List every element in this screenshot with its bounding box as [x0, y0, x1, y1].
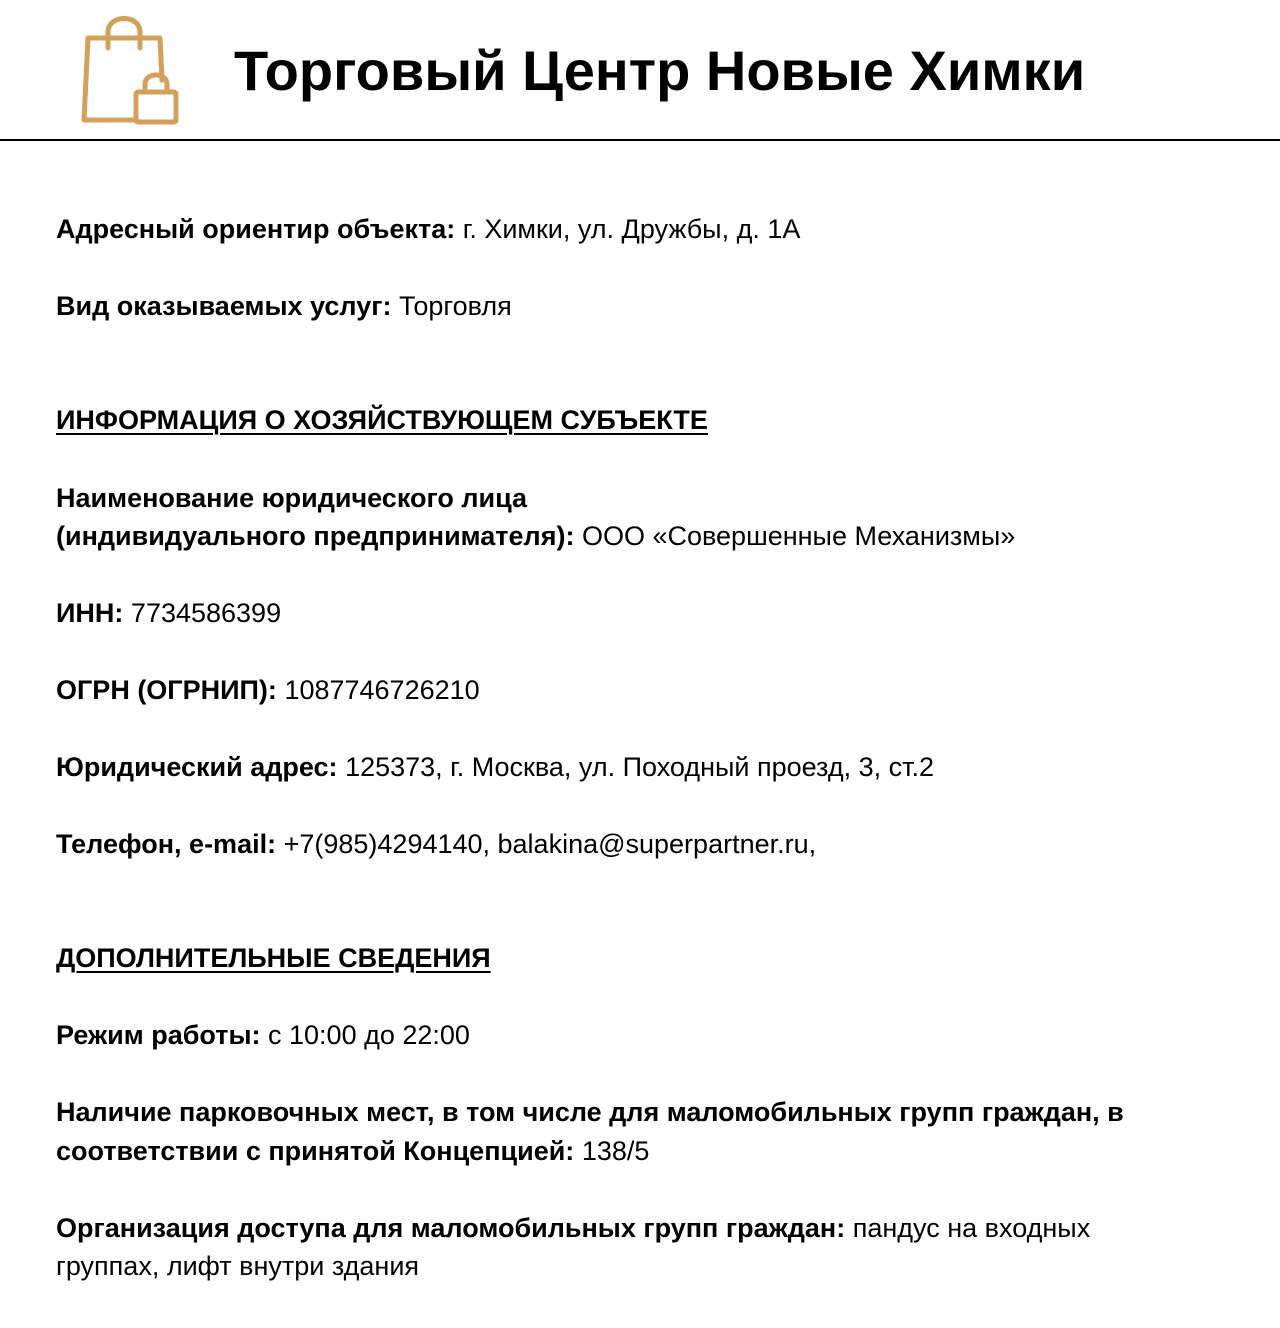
- parking-label-2: соответствии с принятой Концепцией:: [56, 1136, 575, 1166]
- entity-name-label-line1: [56, 479, 527, 518]
- parking-value: 138/5: [581, 1136, 650, 1166]
- parking-label-1: Наличие парковочных мест, в том числе для маломобильных групп граждан, в: [56, 1097, 1124, 1127]
- services-row: [56, 287, 512, 326]
- entity-name-row: [56, 517, 1015, 556]
- ogrn-label: ОГРН (ОГРНИП):: [56, 675, 277, 705]
- contacts-row: [56, 825, 816, 864]
- contacts-label: Телефон, e-mail:: [56, 829, 277, 859]
- hours-label: Режим работы:: [56, 1020, 261, 1050]
- parking-row: [56, 1132, 649, 1171]
- access-row: [56, 1209, 1090, 1248]
- parking-label-line1: [56, 1093, 1124, 1132]
- address-label: Адресный ориентир объекта:: [56, 214, 456, 244]
- additional-section-heading: ДОПОЛНИТЕЛЬНЫЕ СВЕДЕНИЯ: [56, 943, 491, 973]
- access-label: Организация доступа для маломобильных групп граждан:: [56, 1213, 846, 1243]
- ogrn-row: [56, 671, 480, 710]
- inn-label: ИНН:: [56, 598, 124, 628]
- page-header: [0, 0, 1280, 141]
- services-value: Торговля: [398, 291, 512, 321]
- entity-name-value: ООО «Совершенные Механизмы»: [581, 521, 1016, 551]
- address-row: [56, 210, 800, 249]
- legal-address-row: [56, 748, 934, 787]
- services-label: Вид оказываемых услуг:: [56, 291, 392, 321]
- contacts-value: +7(985)4294140, balakina@superpartner.ru,: [283, 829, 817, 859]
- access-value-2: группах, лифт внутри здания: [56, 1251, 420, 1281]
- shopping-bag-lock-icon: [74, 10, 184, 130]
- address-value: г. Химки, ул. Дружбы, д. 1А: [462, 214, 801, 244]
- access-row-continued: [56, 1247, 419, 1286]
- access-value-1: пандус на входных: [852, 1213, 1091, 1243]
- ogrn-value: 1087746726210: [284, 675, 480, 705]
- hours-value: с 10:00 до 22:00: [268, 1020, 470, 1050]
- entity-name-label-1: Наименование юридического лица: [56, 483, 528, 513]
- page-title: Торговый Центр Новые Химки: [234, 39, 1086, 102]
- entity-section-heading: ИНФОРМАЦИЯ О ХОЗЯЙСТВУЮЩЕМ СУБЪЕКТЕ: [56, 405, 708, 435]
- hours-row: [56, 1016, 470, 1055]
- entity-name-label-2: (индивидуального предпринимателя):: [56, 521, 575, 551]
- inn-value: 7734586399: [130, 598, 282, 628]
- inn-row: [56, 594, 281, 633]
- legal-address-value: 125373, г. Москва, ул. Походный проезд, 3, ст.2: [345, 752, 935, 782]
- legal-address-label: Юридический адрес:: [56, 752, 338, 782]
